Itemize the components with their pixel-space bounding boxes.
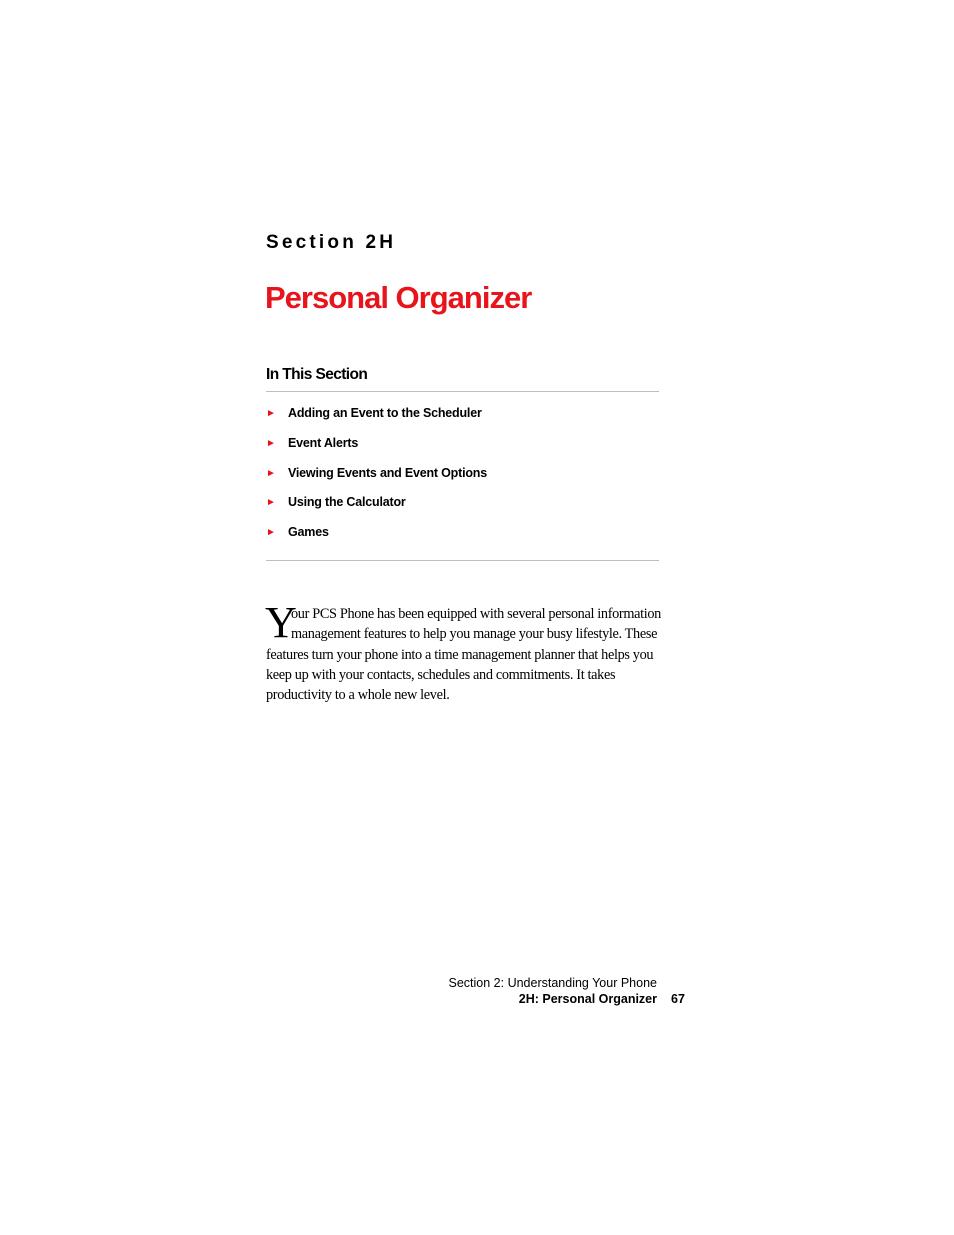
toc-item-label: Using the Calculator: [288, 495, 406, 510]
footer-section-title: Section 2: Understanding Your Phone: [448, 976, 657, 990]
toc-item-viewing-events: [266, 463, 487, 493]
toc-item-label: Viewing Events and Event Options: [288, 465, 487, 480]
toc-item-calculator: [266, 492, 487, 522]
red-arrow-icon: ►: [266, 527, 276, 539]
red-arrow-icon: ►: [266, 497, 276, 509]
toc-bottom-divider: [266, 560, 659, 561]
toc-item-label: Games: [288, 525, 329, 540]
footer-chapter-title: 2H: Personal Organizer: [518, 992, 657, 1006]
toc-top-divider: [266, 391, 659, 392]
paragraph-line: productivity to a whole new level.: [266, 687, 450, 704]
paragraph-line: keep up with your contacts, schedules and commitments. It takes: [266, 666, 616, 683]
page-title: Personal Organizer: [265, 280, 532, 315]
paragraph-line: our PCS Phone has been equipped with several personal information: [291, 606, 661, 622]
drop-cap: Y: [265, 598, 297, 647]
toc-item-games: [266, 522, 487, 552]
toc-item-event-alerts: [266, 433, 487, 463]
red-arrow-icon: ►: [266, 437, 276, 449]
toc-item-label: Event Alerts: [288, 435, 359, 450]
toc-item-adding-event: [266, 403, 487, 433]
section-label: Section 2H: [266, 232, 397, 253]
red-arrow-icon: ►: [266, 467, 276, 479]
red-arrow-icon: ►: [266, 408, 276, 419]
toc-item-label: Adding an Event to the Scheduler: [288, 406, 482, 420]
page-number: 67: [671, 992, 685, 1006]
paragraph-line: management features to help you manage your busy lifestyle. These: [291, 626, 658, 643]
intro-paragraph: [266, 604, 666, 705]
paragraph-line: features turn your phone into a time management planner that helps you: [266, 646, 654, 663]
toc-heading: In This Section: [266, 366, 368, 383]
toc-list: [266, 403, 487, 552]
